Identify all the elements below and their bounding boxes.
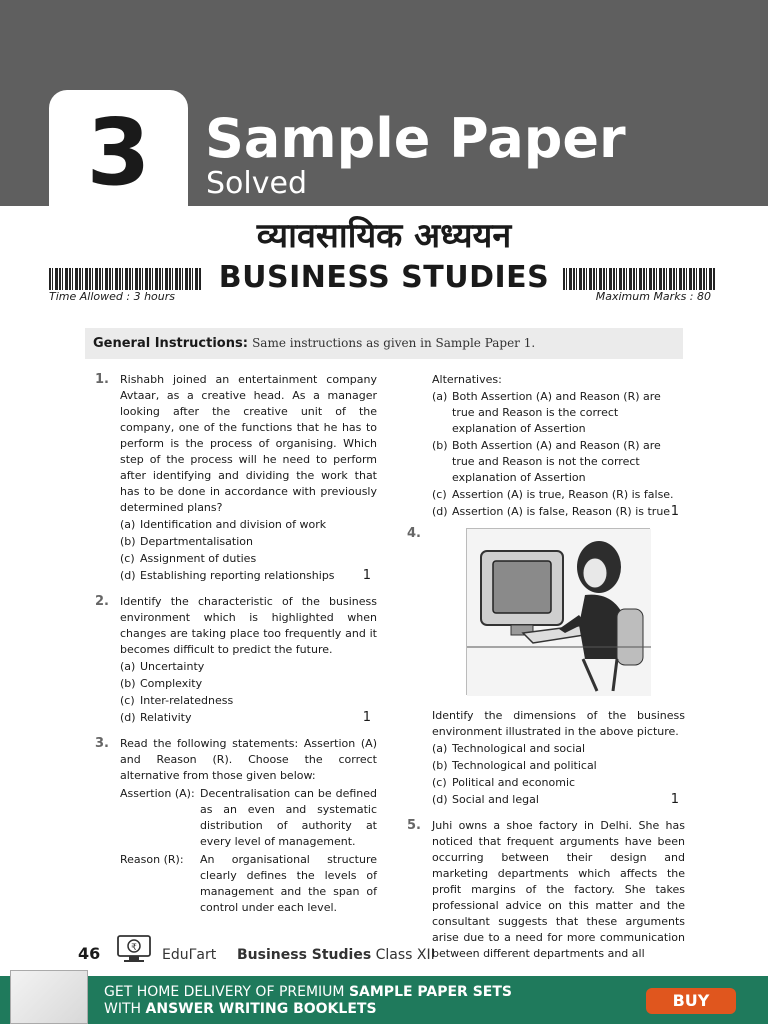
question-5 bbox=[407, 818, 685, 962]
option-text: Identification and division of work bbox=[140, 518, 327, 531]
marks: 1 bbox=[670, 792, 679, 807]
question-1 bbox=[95, 372, 377, 584]
option-c bbox=[432, 487, 685, 503]
option-a bbox=[120, 517, 377, 533]
option-text: Both Assertion (A) and Reason (R) are true and Reason is the correct explanation of Assertion bbox=[452, 390, 661, 435]
maximum-marks: Maximum Marks : 80 bbox=[595, 290, 711, 303]
footer-subject bbox=[237, 947, 435, 963]
option-d bbox=[120, 568, 377, 584]
general-instructions bbox=[85, 328, 683, 359]
option-d bbox=[432, 792, 685, 808]
option-b bbox=[120, 534, 377, 550]
promo-line-2-pre: WITH bbox=[104, 1001, 146, 1017]
barcode-decoration-right bbox=[563, 268, 715, 290]
question-text: Identify the characteristic of the business environment which is highlighted when changes are taking place too frequently and it becomes difficult to predict the future. bbox=[120, 595, 377, 656]
option-label: (d) bbox=[432, 505, 448, 518]
question-text: Juhi owns a shoe factory in Delhi. She has noticed that frequent arguments have been occurring between their design and marketing departments which affects the profit margins of the factory. She takes professional advice on this matter and the consultant suggests that these arguments arise due to a need for more communication between different departments and all bbox=[432, 819, 685, 960]
question-2 bbox=[95, 594, 377, 726]
page-title: Sample Paper bbox=[205, 107, 626, 170]
reason-label: Reason (R): bbox=[120, 853, 184, 866]
option-label: (c) bbox=[432, 488, 447, 501]
brand-name: EduΓart bbox=[162, 947, 217, 963]
option-text: Departmentalisation bbox=[140, 535, 253, 548]
option-label: (b) bbox=[120, 677, 136, 690]
option-label: (b) bbox=[432, 439, 448, 452]
promo-line-1-pre: GET HOME DELIVERY OF PREMIUM bbox=[104, 984, 349, 1000]
question-text: Read the following statements: Assertion (A) and Reason (R). Choose the correct alternative from those given below: bbox=[120, 737, 377, 782]
option-text: Assertion (A) is true, Reason (R) is false. bbox=[452, 488, 674, 501]
option-a bbox=[432, 389, 685, 437]
option-label: (a) bbox=[432, 390, 448, 403]
subject-hindi: व्यावसायिक अध्ययन bbox=[256, 216, 512, 256]
paper-number: 3 bbox=[86, 99, 151, 206]
option-text: Assignment of duties bbox=[140, 552, 257, 565]
footer-subject-name: Business Studies bbox=[237, 947, 372, 963]
option-a bbox=[120, 659, 377, 675]
question-number: 5. bbox=[407, 818, 421, 833]
option-a bbox=[432, 741, 685, 757]
option-b bbox=[432, 438, 685, 486]
question-number: 1. bbox=[95, 372, 109, 387]
instructions-text: Same instructions as given in Sample Paper 1. bbox=[252, 336, 536, 350]
footer-class: Class XII bbox=[375, 947, 435, 963]
option-label: (a) bbox=[120, 660, 136, 673]
assertion-text: Decentralisation can be defined as an even and systematic distribution of authority at every level of management. bbox=[200, 787, 377, 848]
option-text: Political and economic bbox=[452, 776, 576, 789]
option-text: Social and legal bbox=[452, 793, 539, 806]
buy-button[interactable]: BUY bbox=[646, 988, 736, 1014]
option-text: Both Assertion (A) and Reason (R) are true and Reason is not the correct explanation of Assertion bbox=[452, 439, 661, 484]
assertion bbox=[120, 786, 377, 850]
question-text: Rishabh joined an entertainment company Avtaar, as a creative head. As a manager looking after the creative unit of the company, one of the functions that he has to perform is the process of organising. Which step of the process will he need to perform after identifying and dividing the work that has to be done in accordance with previously determined plans? bbox=[120, 373, 377, 514]
option-label: (b) bbox=[120, 535, 136, 548]
option-text: Inter-relatedness bbox=[140, 694, 234, 707]
rupee-monitor-icon bbox=[114, 932, 154, 966]
reason bbox=[120, 852, 377, 916]
question-text: Identify the dimensions of the business environment illustrated in the above picture. bbox=[432, 709, 685, 738]
option-label: (a) bbox=[432, 742, 448, 755]
option-c bbox=[120, 551, 377, 567]
option-text: Uncertainty bbox=[140, 660, 205, 673]
option-label: (d) bbox=[120, 569, 136, 582]
option-label: (d) bbox=[120, 711, 136, 724]
question-number: 4. bbox=[407, 526, 421, 541]
option-c bbox=[120, 693, 377, 709]
promo-text bbox=[104, 984, 512, 1018]
option-d bbox=[120, 710, 377, 726]
promo-line-2 bbox=[104, 1001, 512, 1018]
option-label: (a) bbox=[120, 518, 136, 531]
page-subtitle: Solved bbox=[206, 166, 307, 201]
assertion-label: Assertion (A): bbox=[120, 787, 195, 800]
question-3-alternatives bbox=[407, 372, 685, 520]
question-number: 2. bbox=[95, 594, 109, 609]
marks: 1 bbox=[670, 504, 679, 519]
question-3 bbox=[95, 736, 377, 916]
promo-line-1 bbox=[104, 984, 512, 1001]
marks: 1 bbox=[362, 568, 371, 583]
woman-at-computer-illustration bbox=[466, 528, 650, 695]
time-allowed: Time Allowed : 3 hours bbox=[49, 290, 175, 303]
instructions-label: General Instructions: bbox=[93, 336, 248, 351]
book-covers-image bbox=[10, 970, 88, 1024]
option-text: Complexity bbox=[140, 677, 203, 690]
promo-line-1-bold: SAMPLE PAPER SETS bbox=[348, 984, 512, 1000]
option-text: Technological and political bbox=[452, 759, 597, 772]
option-label: (c) bbox=[120, 694, 135, 707]
alternatives-heading: Alternatives: bbox=[432, 373, 502, 386]
option-c bbox=[432, 775, 685, 791]
option-text: Relativity bbox=[140, 711, 192, 724]
option-d bbox=[432, 504, 685, 520]
question-4-body bbox=[407, 708, 685, 808]
subject-title: BUSINESS STUDIES bbox=[218, 260, 550, 295]
svg-text:₹: ₹ bbox=[131, 943, 137, 953]
option-b bbox=[432, 758, 685, 774]
option-label: (d) bbox=[432, 793, 448, 806]
promo-line-2-bold: ANSWER WRITING BOOKLETS bbox=[145, 1001, 377, 1017]
option-text: Technological and social bbox=[452, 742, 586, 755]
option-label: (b) bbox=[432, 759, 448, 772]
page-number: 46 bbox=[78, 944, 101, 963]
question-number: 3. bbox=[95, 736, 109, 751]
option-text: Assertion (A) is false, Reason (R) is true bbox=[452, 505, 671, 518]
option-label: (c) bbox=[120, 552, 135, 565]
marks: 1 bbox=[362, 710, 371, 725]
option-b bbox=[120, 676, 377, 692]
option-label: (c) bbox=[432, 776, 447, 789]
reason-text: An organisational structure clearly defines the levels of management and the span of control under each level. bbox=[200, 853, 377, 914]
left-column bbox=[95, 372, 377, 926]
option-text: Establishing reporting relationships bbox=[140, 569, 335, 582]
